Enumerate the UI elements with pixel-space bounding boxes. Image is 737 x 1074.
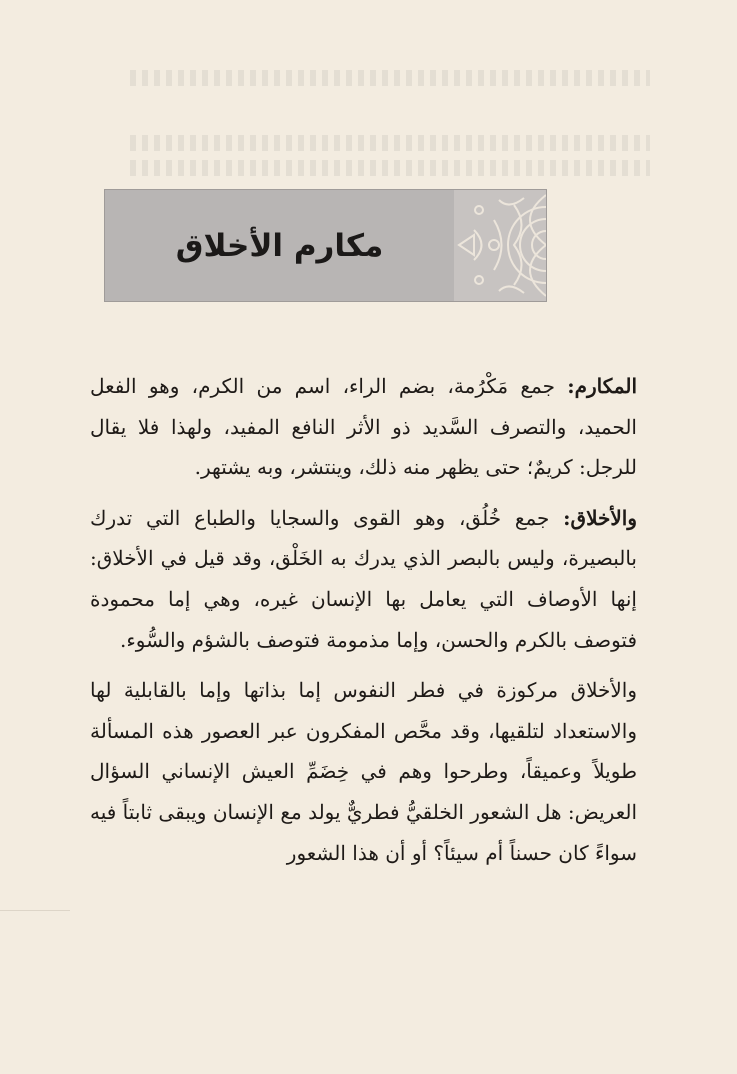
paragraph-nature-text: والأخلاق مركوزة في فطر النفوس إما بذاتها وإما بالقابلية لها والاستعداد لتلقيها، وقد محَّص المفكرون عبر العصور هذه المسألة طويلاً وعميقاً، وطرحوا وهم في خِضَمِّ العيش الإنساني السؤال العريض: هل الشعور الخلقيُّ فطريٌّ يولد مع الإنسان ويبقى ثابتاً فيه سواءً كان حسناً أم سيئاً؟ أو أن هذا الشعور xyxy=(90,678,637,865)
body-text xyxy=(90,366,637,883)
chapter-title-banner xyxy=(104,189,547,302)
margin-mark xyxy=(0,910,70,911)
definition-akhlaq: جمع خُلُق، وهو القوى والسجايا والطباع التي تدرك بالبصيرة، وليس بالبصر الذي يدرك به الخَلْق، وقد قيل في الأخلاق: إنها الأوصاف التي يعامل بها الإنسان غيره، وهي إما محمودة فتوصف بالكرم والحسن، وإما مذمومة فتوصف بالشؤم والسُّوء. xyxy=(90,505,638,652)
show-through-text xyxy=(130,160,650,176)
chapter-title: مكارم الأخلاق xyxy=(175,227,384,264)
paragraph-nature xyxy=(90,670,637,873)
paragraph-makarim xyxy=(90,366,637,488)
arabesque-ornament-icon xyxy=(454,190,546,301)
show-through-text xyxy=(130,70,650,86)
term-makarim: المكارم: xyxy=(567,374,637,398)
show-through-text xyxy=(130,135,650,151)
paragraph-akhlaq xyxy=(90,498,637,660)
definition-makarim: جمع مَكْرُمة، بضم الراء، اسم من الكرم، وهو الفعل الحميد، والتصرف السَّديد ذو الأثر النافع المفيد، ولهذا فلا يقال للرجل: كريمٌ؛ حتى يظهر منه ذلك، وينتشر، وبه يشتهر. xyxy=(90,374,637,480)
term-akhlaq: والأخلاق: xyxy=(563,505,637,530)
